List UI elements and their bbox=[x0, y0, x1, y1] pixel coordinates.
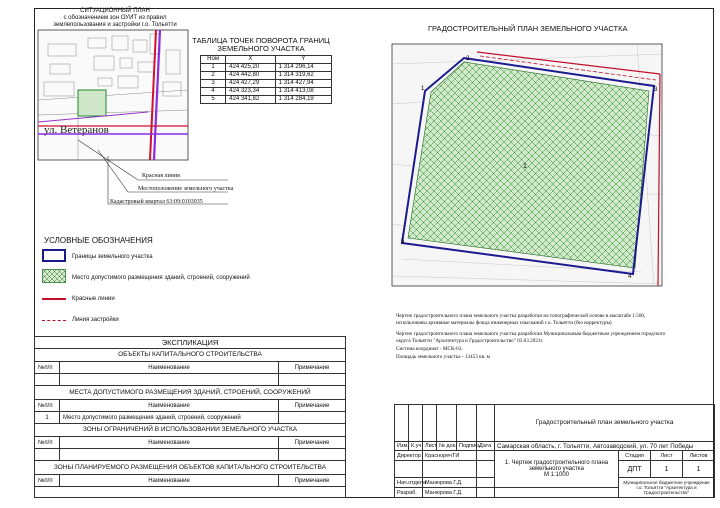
stamp-title: Градостроительный план земельного участка bbox=[495, 405, 715, 442]
situation-title: СИТУАЦИОННЫЙ ПЛАН bbox=[80, 8, 150, 14]
legend-item-build-line: Линия застройки bbox=[72, 317, 119, 323]
legend-item-boundary: Границы земельного участка bbox=[72, 254, 153, 260]
table-row: 5 424 341,82 1 314 284,19 bbox=[201, 96, 332, 104]
legend-red-line-label: Красная линия bbox=[142, 173, 180, 179]
points-table-header bbox=[201, 56, 332, 64]
note-4: округа Тольятти "Архитектура и Градостроительство" 03.03.2021г. bbox=[396, 338, 544, 344]
vertex-label-4: 4 bbox=[628, 274, 632, 280]
street-label: ул. Ветеранов bbox=[44, 124, 109, 136]
buildable-swatch bbox=[42, 269, 66, 283]
build-line-swatch bbox=[42, 320, 66, 321]
table-row: 1 Место допустимого размещения зданий, строений, сооружений bbox=[35, 412, 346, 424]
stamp-org: Муниципальное бюджетное учреждение г.о. Тольятти "Архитектура и Градостроительство" bbox=[619, 478, 715, 498]
divider bbox=[34, 348, 346, 349]
plot-label: 1 bbox=[523, 163, 527, 170]
note-6: Площадь земельного участка - 13453 кв. м bbox=[396, 354, 490, 360]
note-3: Чертеж градостроительного плана земельного участка разработан Муниципальным бюджетным учреждением городского bbox=[396, 331, 666, 337]
note-5: Система координат - МСК-63. bbox=[396, 346, 463, 352]
situation-sub1: с обозначением зон ОУИТ из правил bbox=[63, 15, 167, 21]
legend-title: УСЛОВНЫЕ ОБОЗНАЧЕНИЯ bbox=[44, 236, 153, 245]
section-4-table: №п/п Наименование Примечание bbox=[34, 474, 346, 487]
table-row: 3 424 427,29 1 314 427,94 bbox=[201, 80, 332, 88]
table-row: 1 424 425,20 1 314 296,14 bbox=[201, 64, 332, 72]
note-2: использованы архивные материалы фонда инженерных изысканий г.о. Тольятти (без корректуры) bbox=[396, 320, 612, 326]
legend-cadastral-label: Кадастровый квартал 63:09:0103035 bbox=[110, 199, 203, 205]
note-1: Чертеж градостроительного плана земельного участка разработан на топографической основе в масштабе 1:500, bbox=[396, 313, 646, 319]
boundary-swatch bbox=[42, 249, 66, 262]
situation-sub2: землепользования и застройки г.о. Тольятти bbox=[53, 22, 177, 28]
col-y: Y bbox=[275, 56, 331, 64]
legend-location-label: Местоположение земельного участка bbox=[138, 186, 234, 192]
vertex-label-1: 1 bbox=[421, 86, 425, 92]
points-table bbox=[200, 55, 332, 104]
legend-item-red-lines: Красные линии bbox=[72, 296, 115, 302]
legend-item-buildable: Место допустимого размещения зданий, строений, сооружений bbox=[72, 275, 250, 281]
plan-title: ГРАДОСТРОИТЕЛЬНЫЙ ПЛАН ЗЕМЕЛЬНОГО УЧАСТКА bbox=[428, 24, 628, 33]
section-1-title: ОБЪЕКТЫ КАПИТАЛЬНОГО СТРОИТЕЛЬСТВА bbox=[118, 351, 262, 358]
vertex-label-2: 2 bbox=[466, 56, 470, 62]
table-row: 2 424 442,80 1 314 319,62 bbox=[201, 72, 332, 80]
points-table-title1: ТАБЛИЦА ТОЧЕК ПОВОРОТА ГРАНИЦ bbox=[192, 36, 330, 45]
points-table-title2: ЗЕМЕЛЬНОГО УЧАСТКА bbox=[217, 44, 305, 53]
explication-title: ЭКСПЛИКАЦИЯ bbox=[161, 338, 219, 347]
section-1-table: №п/п Наименование Примечание bbox=[34, 361, 346, 386]
section-4-title: ЗОНЫ ПЛАНИРУЕМОГО РАЗМЕЩЕНИЯ ОБЪЕКТОВ КАПИТАЛЬНОГО СТРОИТЕЛЬСТВА bbox=[53, 464, 327, 471]
col-num: Ном bbox=[201, 56, 226, 64]
title-block: Градостроительный план земельного участка Изм. К.уч. Лист № док. Подпись Дата Самарская область, г. Тольятти, Автозаводский, ул. 70 лет Победы Директор КрасноречТИ 1. Чертеж градостроительного плана земельного участка М 1:1000 Стадия Лист Листов ДПТ 1 1 Нач.отдела Манюрова Г.Д. Муниципальное бюджетное учреждение г.о. Тольятти "Архитектура и Градостроительство" Разраб. Манюрова Г.Д. bbox=[394, 404, 715, 498]
site-plan bbox=[392, 44, 662, 286]
stamp-address: Самарская область, г. Тольятти, Автозаводский, ул. 70 лет Победы bbox=[495, 441, 715, 451]
vertex-label-3: 3 bbox=[654, 87, 658, 93]
table-row: 4 424 323,34 1 314 413,08 bbox=[201, 88, 332, 96]
section-3-title: ЗОНЫ ОГРАНИЧЕНИЙ В ИСПОЛЬЗОВАНИИ ЗЕМЕЛЬНОГО УЧАСТКА bbox=[82, 426, 298, 433]
vertex-label-5: 5 bbox=[401, 239, 405, 245]
col-x: X bbox=[226, 56, 276, 64]
section-2-table: №п/п Наименование Примечание 1 Место допустимого размещения зданий, строений, сооружений bbox=[34, 399, 346, 424]
section-3-table: №п/п Наименование Примечание bbox=[34, 436, 346, 461]
leader-lines bbox=[38, 130, 238, 210]
sheet-title: 1. Чертеж градостроительного плана земельного участка М 1:1000 bbox=[495, 451, 619, 488]
section-2-title: МЕСТА ДОПУСТИМОГО РАЗМЕЩЕНИЯ ЗДАНИЙ, СТРОЕНИЙ, СООРУЖЕНИЙ bbox=[69, 389, 311, 396]
red-line-swatch bbox=[42, 298, 66, 300]
